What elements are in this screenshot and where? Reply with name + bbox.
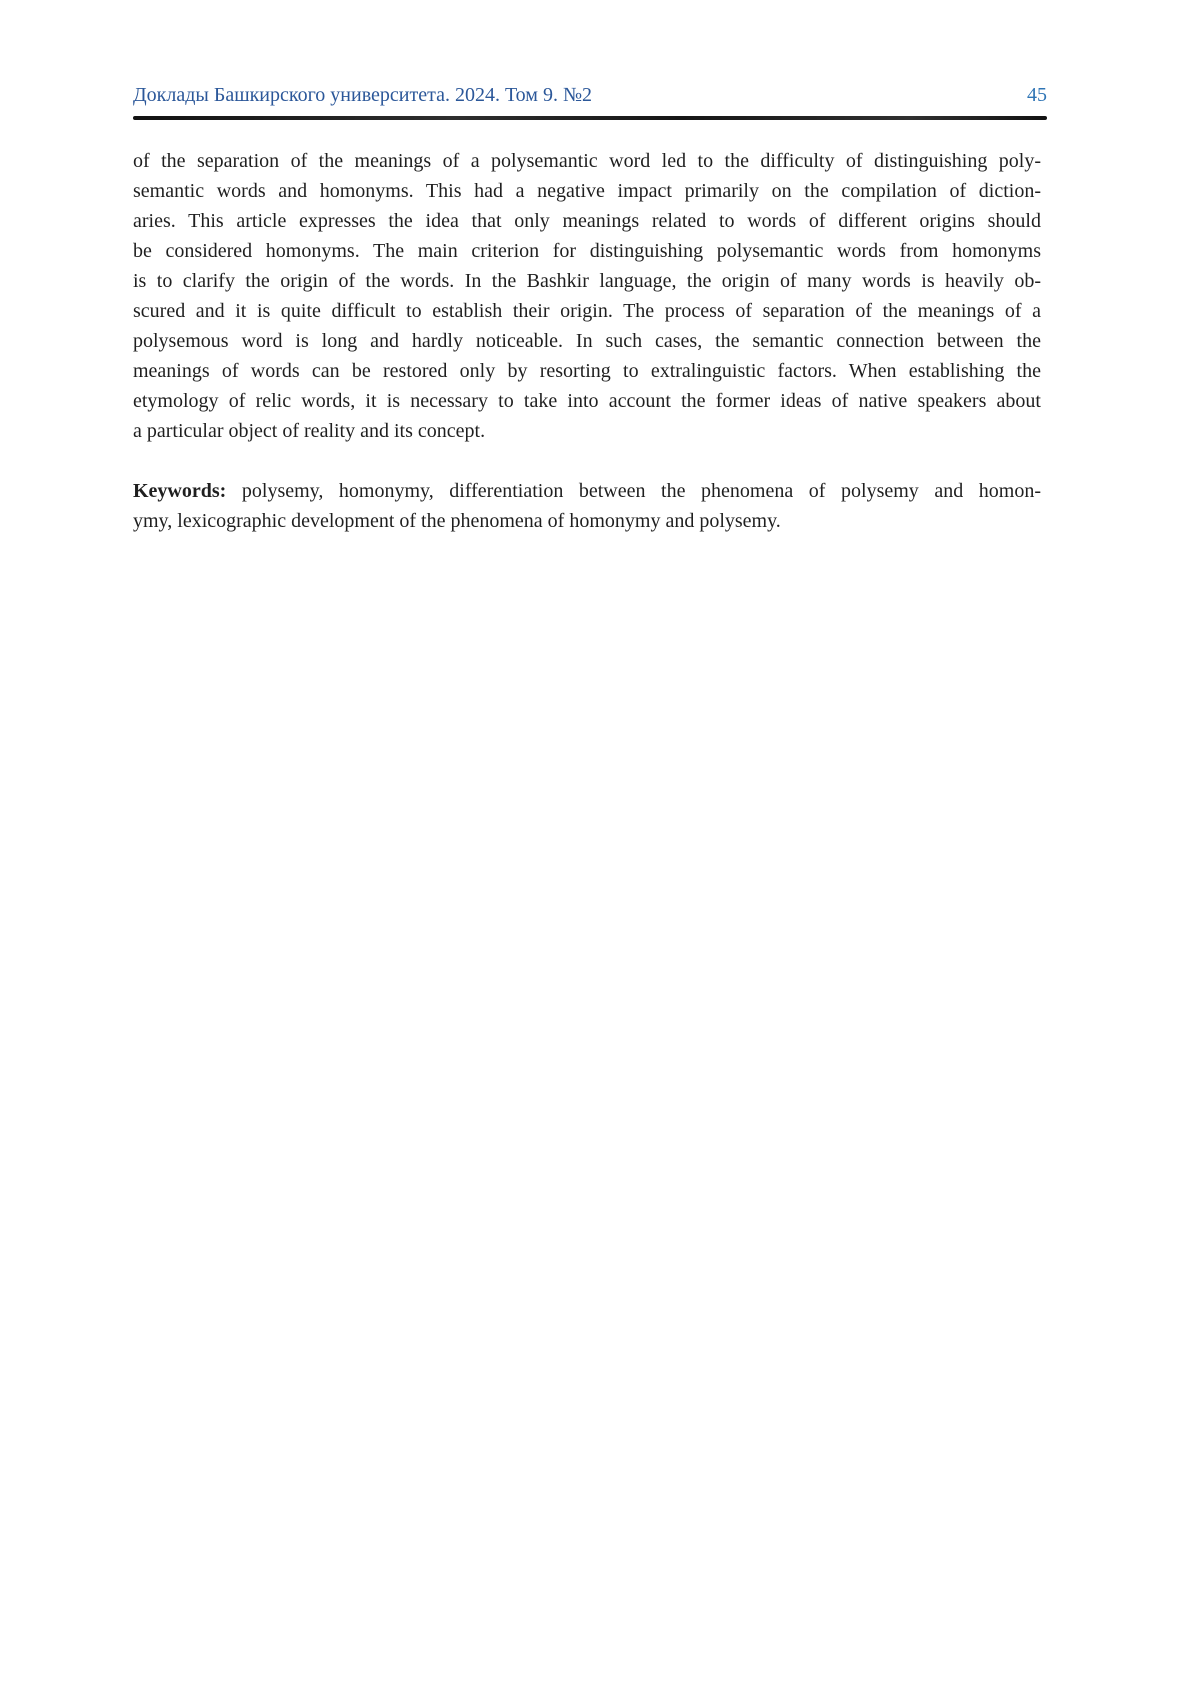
- abstract-line: meanings of words can be restored only by resorting to extralinguistic factors. When establishing the: [133, 360, 1041, 382]
- abstract-line: polysemous word is long and hardly noticeable. In such cases, the semantic connection between the: [133, 330, 1041, 352]
- header-rule: [133, 116, 1047, 120]
- page-number: 45: [1027, 84, 1047, 106]
- page-header: [133, 82, 1047, 108]
- abstract-line: aries. This article expresses the idea that only meanings related to words of different origins should: [133, 210, 1041, 232]
- keywords-line-2: ymy, lexicographic development of the phenomena of homonymy and polysemy.: [133, 510, 781, 532]
- abstract-line: is to clarify the origin of the words. In the Bashkir language, the origin of many words is heavily ob-: [133, 270, 1041, 292]
- abstract-line: etymology of relic words, it is necessary to take into account the former ideas of native speakers about: [133, 390, 1041, 412]
- abstract-line: be considered homonyms. The main criterion for distinguishing polysemantic words from homonyms: [133, 240, 1041, 262]
- keywords-line-1: [133, 476, 1041, 506]
- keywords-text: polysemy, homonymy, differentiation between the phenomena of polysemy and homon-: [226, 480, 1041, 502]
- abstract-line: semantic words and homonyms. This had a negative impact primarily on the compilation of diction-: [133, 180, 1041, 202]
- abstract-line: scured and it is quite difficult to establish their origin. The process of separation of the meanings of a: [133, 300, 1041, 322]
- keywords-label: Keywords:: [133, 480, 227, 502]
- abstract-paragraph: [133, 146, 1041, 446]
- keywords-paragraph: [133, 476, 1041, 536]
- abstract-line: of the separation of the meanings of a polysemantic word led to the difficulty of distinguishing poly-: [133, 150, 1041, 172]
- journal-title: Доклады Башкирского университета. 2024. Том 9. №2: [133, 84, 593, 106]
- abstract-line: a particular object of reality and its concept.: [133, 420, 486, 442]
